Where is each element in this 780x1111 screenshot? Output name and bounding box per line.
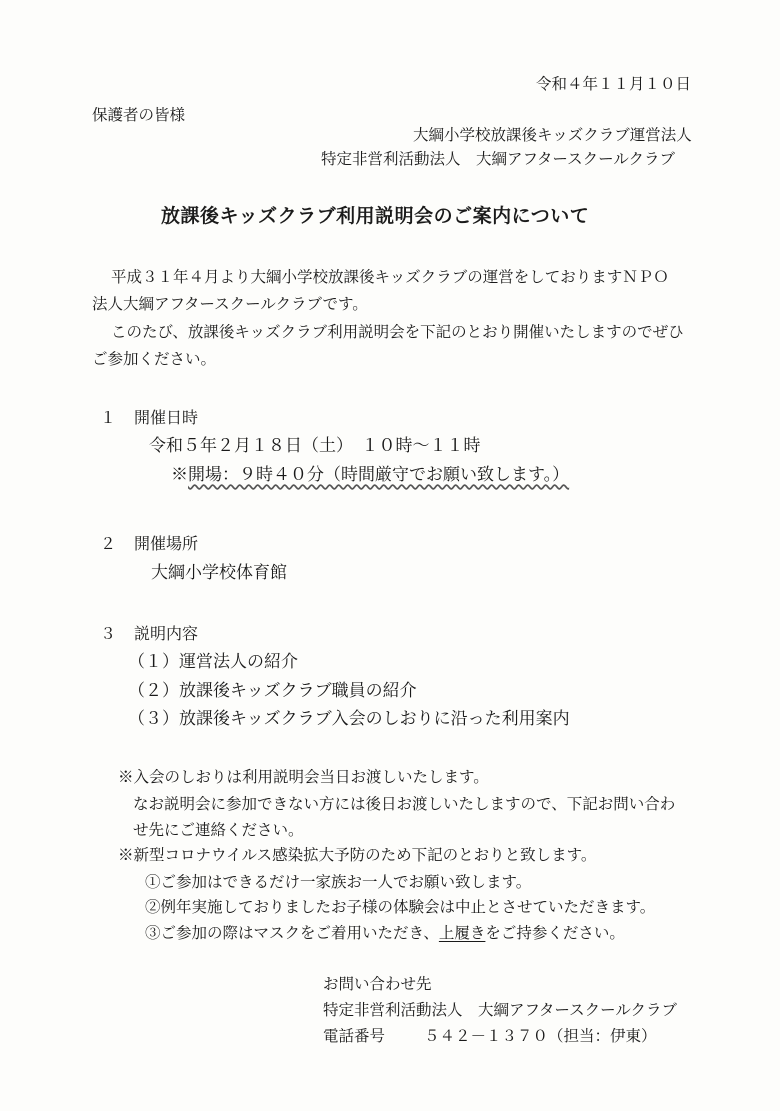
note-1-continued-2: せ先にご連絡ください。 — [133, 821, 304, 839]
covid-item-2: ②例年実施しておりましたお子様の体験会は中止とさせていただきます。 — [145, 898, 656, 916]
note-1-continued-1: なお説明会に参加できない方には後日お渡しいたしますので、下記お問い合わ — [133, 795, 676, 813]
tel-label: 電話番号 — [323, 1027, 386, 1045]
section-1-number: １ — [100, 408, 117, 427]
contact-org: 特定非営利活動法人 大綱アフタースクールクラブ — [323, 1001, 678, 1019]
tel-number: ５４２－１３７０（担当：伊東） — [424, 1027, 657, 1045]
covid-item-3-post: をご持参ください。 — [485, 924, 625, 942]
note-1: ※入会のしおりは利用説明会当日お渡しいたします。 — [118, 768, 489, 786]
sender-line-1: 大綱小学校放課後キッズクラブ運営法人 — [413, 126, 692, 144]
opening-note — [171, 465, 569, 485]
list-item: （１）運営法人の紹介 — [128, 652, 298, 672]
section-3-number: ３ — [100, 624, 117, 643]
section-2-heading: 開催場所 — [134, 534, 199, 553]
opening-time-text: 開場：９時４０分（時間厳守でお願い致します。） — [188, 465, 570, 485]
note-mark: ※ — [171, 465, 188, 485]
section-3-heading: 説明内容 — [134, 624, 199, 643]
intro-p2-line1: このたび、放課後キッズクラブ利用説明会を下記のとおり開催いたしますのでぜひ — [111, 323, 684, 341]
addressee: 保護者の皆様 — [92, 106, 186, 124]
indoor-shoes-text: 上履き — [438, 924, 486, 942]
document-title: 放課後キッズクラブ利用説明会のご案内について — [161, 205, 590, 227]
list-item: （３）放課後キッズクラブ入会のしおりに沿った利用案内 — [128, 709, 570, 729]
document-date: 令和４年１１月１０日 — [536, 75, 692, 93]
list-item: （２）放課後キッズクラブ職員の紹介 — [128, 681, 417, 701]
intro-p1-line2: 法人大綱アフタースクールクラブです。 — [92, 295, 368, 313]
section-1-heading: 開催日時 — [134, 408, 199, 427]
note-2: ※新型コロナウイルス感染拡大予防のため下記のとおりと致します。 — [118, 846, 597, 864]
covid-item-1: ①ご参加はできるだけ一家族お一人でお願い致します。 — [145, 873, 532, 891]
contact-label: お問い合わせ先 — [323, 975, 432, 993]
intro-p2-line2: ご参加ください。 — [92, 350, 217, 368]
event-place: 大綱小学校体育館 — [151, 563, 287, 583]
event-datetime: 令和５年２月１８日（土） １０時～１１時 — [149, 436, 481, 456]
sender-line-2: 特定非営利活動法人 大綱アフタースクールクラブ — [321, 150, 676, 168]
covid-item-3 — [145, 924, 625, 943]
section-2-number: ２ — [100, 534, 117, 553]
intro-p1-line1: 平成３１年４月より大綱小学校放課後キッズクラブの運営をしておりますＮＰＯ — [111, 268, 669, 286]
covid-item-3-pre: ③ご参加の際はマスクをご着用いただき、 — [145, 924, 439, 942]
